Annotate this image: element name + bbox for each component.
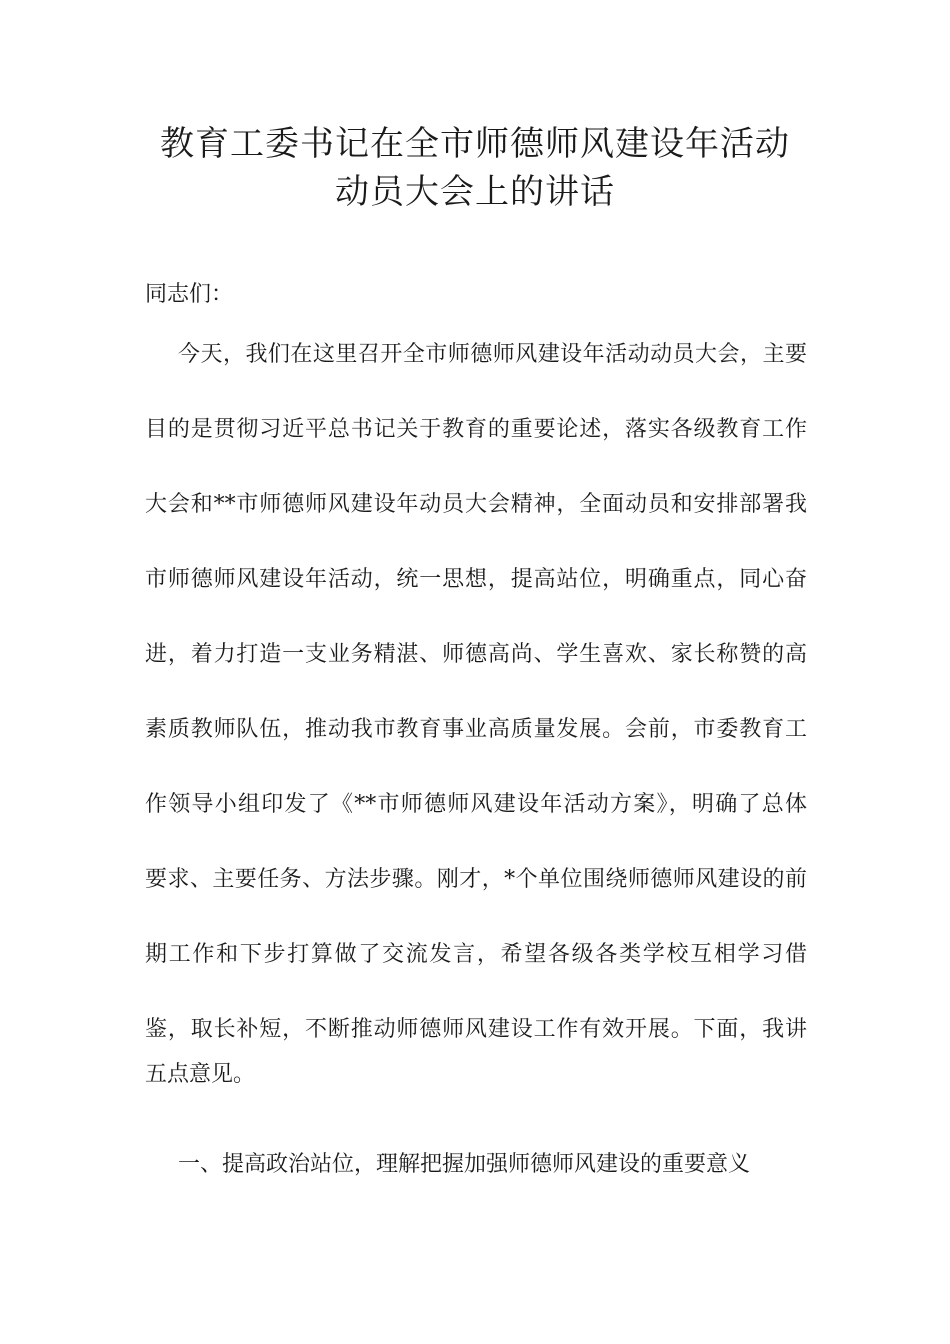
document-title-line-2: 动员大会上的讲话 [335,172,615,212]
paragraph-line: 五点意见。 [145,1062,256,1087]
paragraph-line: 要求、主要任务、方法步骤。刚才，*个单位围绕师德师风建设的前 [145,867,807,892]
section-heading-1: 一、提高政治站位，理解把握加强师德师风建设的重要意义 [178,1152,751,1177]
paragraph-line: 进，着力打造一支业务精湛、师德高尚、学生喜欢、家长称赞的高 [145,642,807,667]
paragraph-line: 目的是贯彻习近平总书记关于教育的重要论述，落实各级教育工作 [145,417,807,442]
paragraph-line: 市师德师风建设年活动，统一思想，提高站位，明确重点，同心奋 [145,567,807,592]
salutation: 同志们： [145,282,234,307]
paragraph-line: 今天，我们在这里召开全市师德师风建设年活动动员大会，主要 [178,342,807,367]
paragraph-line: 期工作和下步打算做了交流发言，希望各级各类学校互相学习借 [145,942,807,967]
document-title-line-1: 教育工委书记在全市师德师风建设年活动 [160,124,790,164]
paragraph-line: 大会和**市师德师风建设年动员大会精神，全面动员和安排部署我 [145,492,807,517]
paragraph-line: 鉴，取长补短，不断推动师德师风建设工作有效开展。下面，我讲 [145,1017,807,1042]
paragraph-line: 素质教师队伍，推动我市教育事业高质量发展。会前，市委教育工 [145,717,807,742]
paragraph-line: 作领导小组印发了《**市师德师风建设年活动方案》，明确了总体 [145,792,807,817]
